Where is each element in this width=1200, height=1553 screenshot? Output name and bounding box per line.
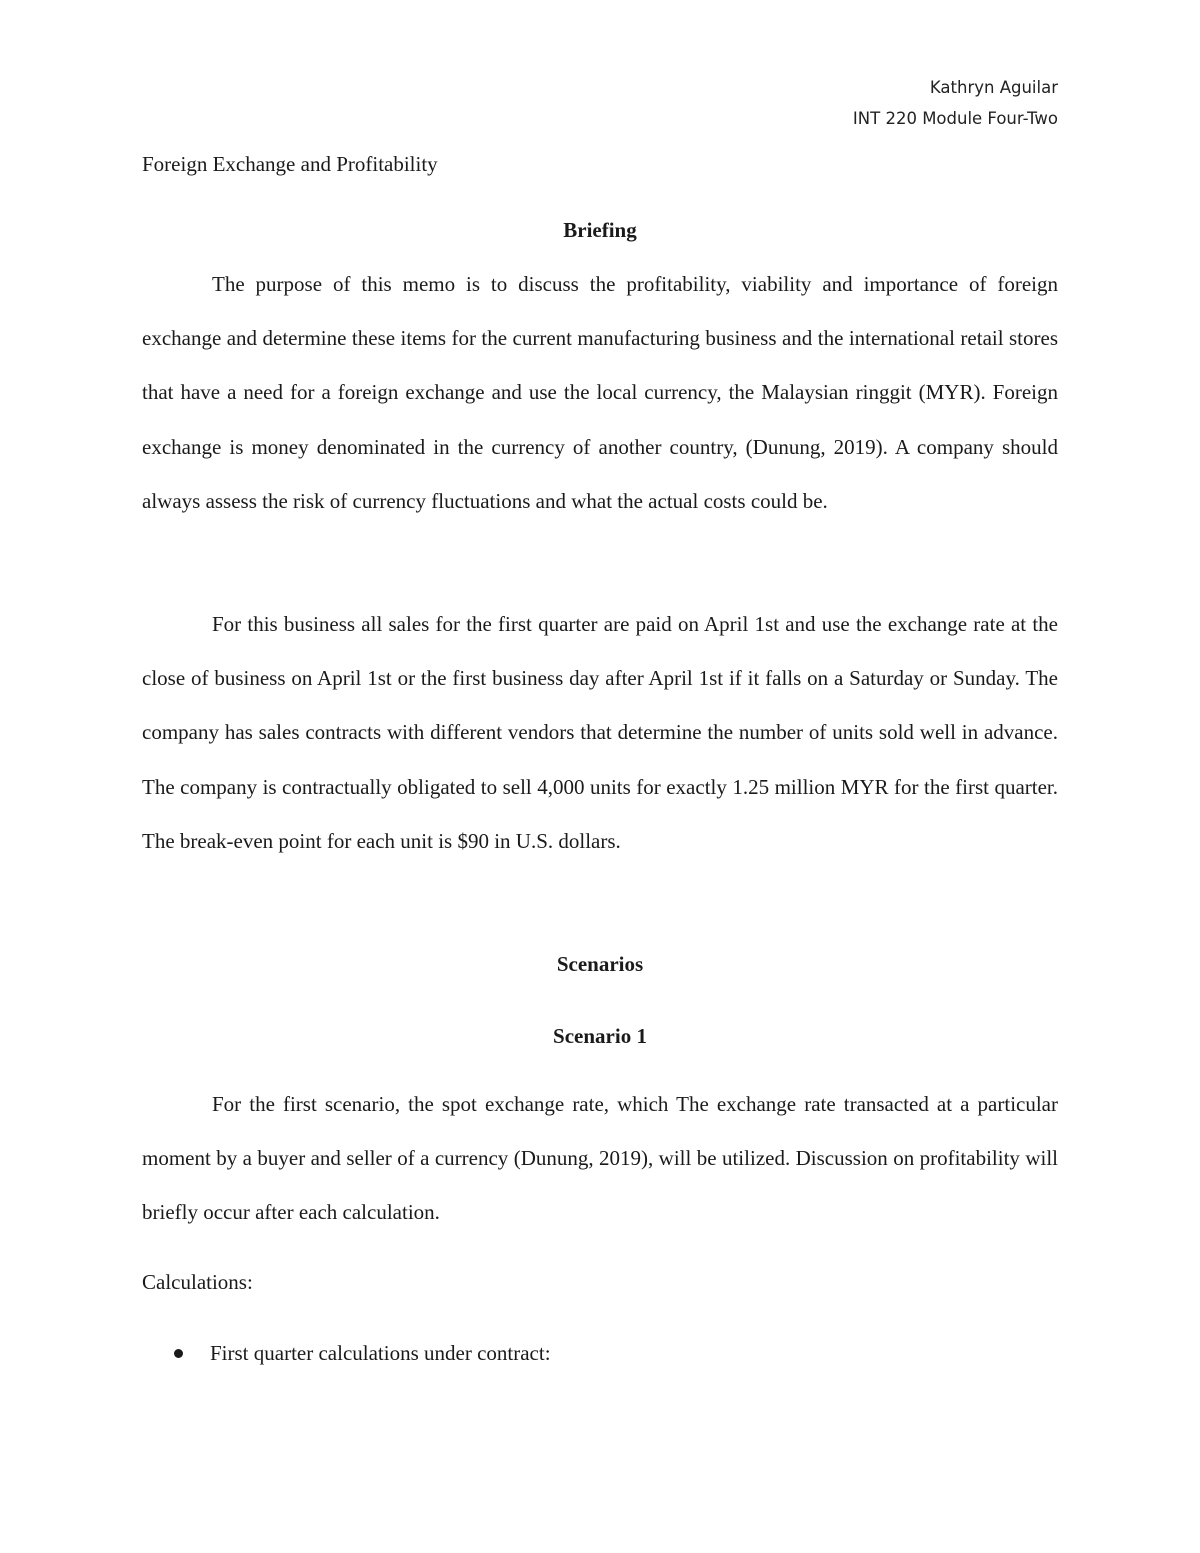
bullet-icon xyxy=(174,1349,183,1358)
bullet-text: First quarter calculations under contract: xyxy=(210,1341,551,1365)
author-name: Kathryn Aguilar xyxy=(929,78,1058,97)
page-header xyxy=(853,72,1058,134)
scenario-1-heading: Scenario 1 xyxy=(553,1024,647,1048)
scenario-1-paragraph xyxy=(142,1077,1058,1240)
paragraph: The purpose of this memo is to discuss the profitability, viability and importance of foreign exchange and determine these items for the current manufacturing business and the international retail stores that have a need for a foreign exchange and use the local currency, the Malaysian ringgit (MYR). Foreign exchange is money denominated in the currency of another country, (Dunung, 2019). A company should always assess the risk of currency fluctuations and what the actual costs could be. xyxy=(142,272,1058,513)
briefing-paragraph-2 xyxy=(142,597,1058,868)
calculations-label: Calculations: xyxy=(142,1270,253,1294)
document-title: Foreign Exchange and Profitability xyxy=(142,152,438,176)
briefing-paragraph-1 xyxy=(142,257,1058,528)
course-name: INT 220 Module Four-Two xyxy=(852,109,1058,128)
paragraph: For the first scenario, the spot exchange rate, which The exchange rate transacted at a particular moment by a buyer and seller of a currency (Dunung, 2019), will be utilized. Discussion on profitability will briefly occur after each calculation. xyxy=(142,1092,1058,1225)
briefing-heading: Briefing xyxy=(563,218,637,242)
bullet-list-item xyxy=(174,1339,551,1367)
paragraph: For this business all sales for the first quarter are paid on April 1st and use the exchange rate at the close of business on April 1st or the first business day after April 1st if it falls on a Saturday or Sunday. The company has sales contracts with different vendors that determine the number of units sold well in advance. The company is contractually obligated to sell 4,000 units for exactly 1.25 million MYR for the first quarter. The break-even point for each unit is $90 in U.S. dollars. xyxy=(142,612,1058,853)
scenarios-heading: Scenarios xyxy=(556,952,644,976)
